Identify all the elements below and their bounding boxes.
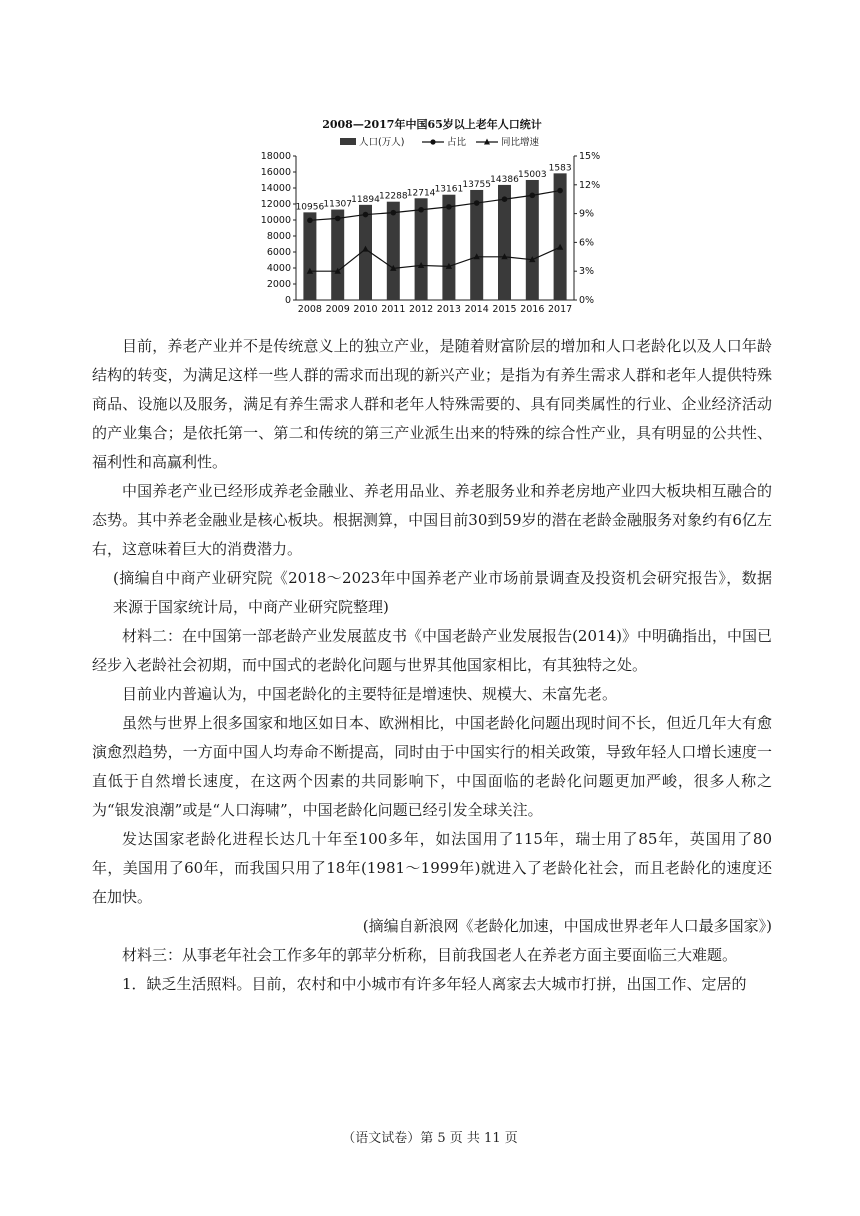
bar-value-label: 15003	[517, 169, 547, 180]
left-tick-label: 18000	[260, 151, 291, 162]
legend-swatch-bar	[340, 138, 356, 145]
share-point	[530, 193, 536, 199]
right-tick-label: 12%	[579, 179, 601, 191]
bar-value-label: 13161	[434, 184, 464, 195]
x-tick-label: 2011	[381, 304, 406, 315]
population-bar	[331, 210, 344, 300]
x-tick-label: 2016	[520, 304, 545, 315]
bar-value-label: 12288	[378, 191, 408, 202]
left-tick-label: 0	[284, 295, 291, 306]
share-point	[418, 207, 424, 213]
x-tick-label: 2012	[409, 304, 434, 315]
paragraph: (摘编自中商产业研究院《2018～2023年中国养老产业市场前景调查及投资机会研究报告》，数据来源于国家统计局，中商产业研究院整理)	[113, 569, 772, 616]
left-tick-label: 2000	[266, 279, 291, 290]
share-point	[502, 196, 508, 202]
share-point	[557, 188, 563, 194]
legend-label: 同比增速	[501, 137, 540, 148]
share-point	[474, 200, 480, 206]
paragraph: 目前业内普遍认为，中国老龄化的主要特征是增速快、规模大、未富先老。	[122, 685, 618, 703]
population-bar	[442, 195, 455, 300]
population-chart	[250, 112, 614, 324]
left-tick-label: 8000	[266, 231, 291, 242]
left-tick-label: 16000	[260, 167, 291, 178]
right-tick-label: 0%	[579, 295, 595, 306]
x-tick-label: 2009	[325, 304, 350, 315]
legend-marker-circle	[430, 139, 435, 144]
x-tick-label: 2008	[297, 304, 322, 315]
population-bar	[387, 202, 400, 300]
paragraph: 1．缺乏生活照料。目前，农村和中小城市有许多年轻人离家去大城市打拼，出国工作、定居的	[122, 975, 747, 993]
paragraph: 虽然与世界上很多国家和地区如日本、欧洲相比，中国老龄化问题出现时间不长，但近几年大有愈演愈烈趋势，一方面中国人均寿命不断提高，同时由于中国实行的相关政策，导致年轻人口增长速度一直低于自然增长速度，在这两个因素的共同影响下，中国面临的老龄化问题更加严峻，很多人称之为“银发浪潮”或是“人口海啸”，中国老龄化问题已经引发全球关注。	[92, 714, 772, 819]
left-tick-label: 12000	[260, 199, 291, 210]
share-point	[307, 218, 313, 224]
population-bar	[470, 190, 483, 300]
share-point	[391, 210, 397, 216]
legend-label: 占比	[447, 137, 467, 148]
right-tick-label: 15%	[579, 151, 601, 162]
chart-title: 2008—2017年中国65岁以上老年人口统计	[322, 118, 542, 131]
bar-value-label: 12714	[406, 188, 436, 199]
chart-legend	[340, 136, 540, 148]
paragraph: (摘编自新浪网《老龄化加速，中国成世界老年人口最多国家》)	[362, 917, 772, 935]
left-tick-label: 10000	[260, 215, 291, 226]
legend-label: 人口(万人)	[359, 137, 405, 148]
x-tick-label: 2017	[548, 304, 573, 315]
bar-value-label: 13755	[462, 179, 492, 190]
bar-value-label: 11894	[351, 194, 380, 205]
paragraph: 材料三：从事老年社会工作多年的郭苹分析称，目前我国老人在养老方面主要面临三大难题。	[122, 946, 738, 964]
page-footer: （语文试卷）第 5 页 共 11 页	[342, 1131, 518, 1146]
left-tick-label: 14000	[260, 183, 291, 194]
left-tick-label: 4000	[266, 263, 291, 274]
paragraph: 目前，养老产业并不是传统意义上的独立产业，是随着财富阶层的增加和人口老龄化以及人口年龄结构的转变，为满足这样一些人群的需求而出现的新兴产业；是指为有养生需求人群和老年人提供特殊商品、设施以及服务，满足有养生需求人群和老年人特殊需要的、具有同类属性的行业、企业经济活动的产业集合；是依托第一、第二和传统的第三产业派生出来的特殊的综合性产业，具有明显的公共性、福利性和高赢利性。	[92, 337, 772, 471]
right-tick-label: 9%	[579, 208, 595, 220]
x-tick-label: 2013	[436, 304, 461, 315]
share-point	[335, 216, 341, 222]
right-tick-label: 3%	[579, 266, 595, 278]
x-tick-label: 2014	[464, 304, 489, 315]
bar-value-label: 11307	[323, 199, 353, 210]
population-bar	[498, 185, 511, 300]
left-tick-label: 6000	[266, 247, 291, 258]
bar-value-label: 1583	[548, 163, 572, 174]
article-body	[92, 332, 772, 999]
bar-value-label: 10956	[295, 202, 325, 213]
x-tick-label: 2015	[492, 304, 517, 315]
x-tick-label: 2010	[353, 304, 378, 315]
growth-line	[310, 247, 560, 271]
population-bar	[415, 198, 428, 300]
paragraph: 发达国家老龄化进程长达几十年至100多年，如法国用了115年，瑞士用了85年，英国用了80年，美国用了60年，而我国只用了18年(1981～1999年)就进入了老龄化社会，而且老龄化的速度还在加快。	[92, 830, 772, 906]
paragraph: 材料二：在中国第一部老龄产业发展蓝皮书《中国老龄产业发展报告(2014)》中明确指出，中国已经步入老龄社会初期，而中国式的老龄化问题与世界其他国家相比，有其独特之处。	[92, 627, 772, 674]
bar-value-label: 14386	[490, 174, 519, 185]
share-point	[363, 212, 369, 218]
population-bar	[303, 212, 316, 300]
paragraph: 中国养老产业已经形成养老金融业、养老用品业、养老服务业和养老房地产业四大板块相互融合的态势。其中养老金融业是核心板块。根据测算，中国目前30到59岁的潜在老龄金融服务对象约有6亿左右，这意味着巨大的消费潜力。	[92, 482, 772, 558]
share-point	[446, 204, 452, 210]
right-tick-label: 6%	[579, 237, 595, 249]
